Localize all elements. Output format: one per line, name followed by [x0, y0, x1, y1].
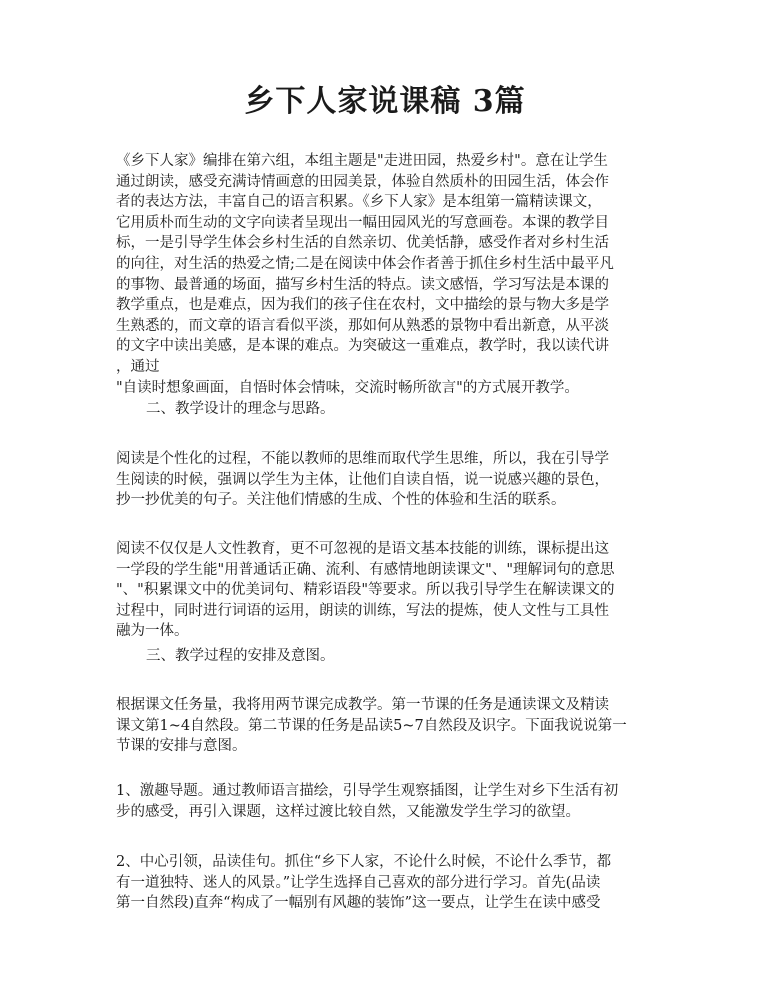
paragraph-reading-personal: 阅读是个性化的过程，不能以教师的思维而取代学生思维，所以，我在引导学 生阅读的时候，强调以学生为主体，让他们自读自悟，说一说感兴趣的景色， 抄一抄优美的句子。关注他们情感的生成、个性的体验和生活的联系。	[116, 451, 609, 509]
paragraph-step-1: 1、激趣导题。通过教师语言描绘，引导学生观察插图，让学生对乡下生活有初 步的感受，再引入课题，这样过渡比较自然，又能激发学生学习的欲望。	[116, 783, 619, 820]
paragraph-step-2: 2、中心引领，品读佳句。抓住“乡下人家，不论什么时候，不论什么季节，都 有一道独特、迷人的风景。”让学生选择自己喜欢的部分进行学习。首先(品读 第一自然段)直奔“构成了一幅别有风趣的装饰”这一要点，让学生在读中感受	[116, 854, 612, 912]
section-heading-3: 三、教学过程的安排及意图。	[146, 648, 335, 664]
paragraph-intro: 《乡下人家》编排在第六组，本组主题是"走进田园，热爱乡村"。意在让学生 通过朗读，感受充满诗情画意的田园美景，体验自然质朴的田园生活，体会作 者的表达方法，丰富自己的语言积累。《乡下人家》是本组第一篇精读课文， 它用质朴而生动的文字向读者呈现出一幅田园风光的写意画卷。本课的教学目 标，一是引导学生体会乡村生活的自然亲切、优美恬静，感受作者对乡村生活 的向往，对生活的热爱之情;二是在阅读中体会作者善于抓住乡村生活中最平凡 的事物、最普通的场面，描写乡村生活的特点。读文感悟，学习写法是本课的 教学重点，也是难点，因为我们的孩子住在农村，文中描绘的景与物大多是学 生熟悉的，而文章的语言看似平淡，那如何从熟悉的景物中看出新意，从平淡 的文字中读出美感，是本课的难点。为突破这一重难点，教学时，我以读代讲 ，通过 "自读时想象画面，自悟时体会情味，交流时畅所欲言"的方式展开教学。	[116, 153, 614, 396]
paragraph-reading-skills: 阅读不仅仅是人文性教育，更不可忽视的是语文基本技能的训练，课标提出这 一学段的学生能"用普通话正确、流利、有感情地朗读课文"、"理解词句的意思 "、"积累课文中的优美词句、精彩语段"等要求。所以我引导学生在解读课文的 过程中，同时进行词语的运用，朗读的训练，写法的提炼，使人文性与工具性 融为一体。	[116, 541, 615, 640]
document-title: 乡下人家说课稿 3篇	[244, 84, 526, 119]
paragraph-lesson-plan: 根据课文任务量，我将用两节课完成教学。第一节课的任务是通读课文及精读 课文第1~4自然段。第二节课的任务是品读5~7自然段及识字。下面我说说第一 节课的安排与意图。	[116, 697, 627, 755]
section-heading-2: 二、教学设计的理念与思路。	[146, 401, 335, 417]
